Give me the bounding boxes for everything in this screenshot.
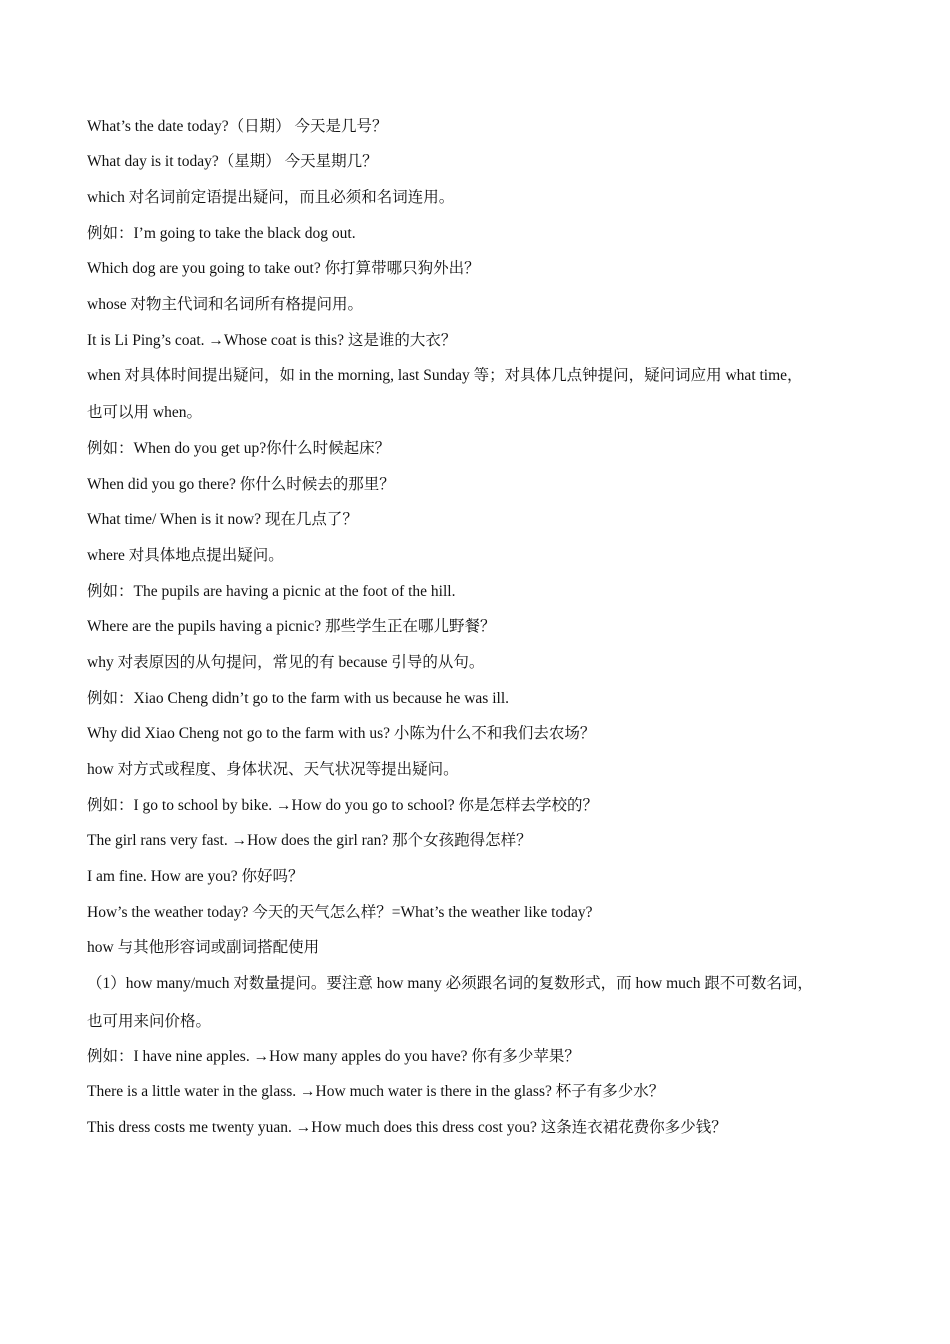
text-line: How’s the weather today? 今天的天气怎么样？=What’s the weather like today? [87,904,593,921]
text-line: 例如：I have nine apples. →How many apples do you have? 你有多少苹果？ [87,1048,580,1065]
text-line: 例如：Xiao Cheng didn’t go to the farm with us because he was ill. [87,690,510,707]
text-line: I am fine. How are you? 你好吗？ [87,868,304,885]
text-line: 例如：I go to school by bike. →How do you go to school? 你是怎样去学校的？ [87,797,599,814]
text-line: What’s the date today?（日期） 今天是几号？ [87,118,388,135]
text-line: how 与其他形容词或副词搭配使用 [87,939,320,956]
text-line: 例如：The pupils are having a picnic at the foot of the hill. [87,583,456,600]
text-line: 例如：I’m going to take the black dog out. [87,225,356,242]
text-line: whose 对物主代词和名词所有格提问用。 [87,296,363,313]
text-line: 也可用来问价格。 [87,1013,212,1030]
text-line: 例如：When do you get up?你什么时候起床？ [87,440,391,457]
text-line: how 对方式或程度、身体状况、天气状况等提出疑问。 [87,761,459,778]
text-line: why 对表原因的从句提问，常见的有 because 引导的从句。 [87,654,485,671]
text-line: What day is it today?（星期） 今天星期几？ [87,153,378,170]
text-line: What time/ When is it now? 现在几点了？ [87,511,358,528]
text-line: Why did Xiao Cheng not go to the farm with us? 小陈为什么不和我们去农场？ [87,725,596,742]
text-line: which 对名词前定语提出疑问，而且必须和名词连用。 [87,189,455,206]
text-line: It is Li Ping’s coat. →Whose coat is this? 这是谁的大衣？ [87,332,457,349]
text-line: 也可以用 when。 [87,404,202,421]
text-line: when 对具体时间提出疑问，如 in the morning, last Sunday 等；对具体几点钟提问，疑问词应用 what time， [87,367,803,384]
text-line: The girl rans very fast. →How does the girl ran? 那个女孩跑得怎样？ [87,832,532,849]
text-line: Where are the pupils having a picnic? 那些学生正在哪儿野餐？ [87,618,496,635]
text-line: （1）how many/much 对数量提问。要注意 how many 必须跟名词的复数形式，而 how much 跟不可数名词， [87,975,813,992]
text-line: There is a little water in the glass. →How much water is there in the glass? 杯子有多少水？ [87,1083,665,1100]
text-line: When did you go there? 你什么时候去的那里？ [87,476,395,493]
text-line: This dress costs me twenty yuan. →How much does this dress cost you? 这条连衣裙花费你多少钱？ [87,1119,727,1136]
text-line: where 对具体地点提出疑问。 [87,547,284,564]
text-line: Which dog are you going to take out? 你打算带哪只狗外出？ [87,260,480,277]
